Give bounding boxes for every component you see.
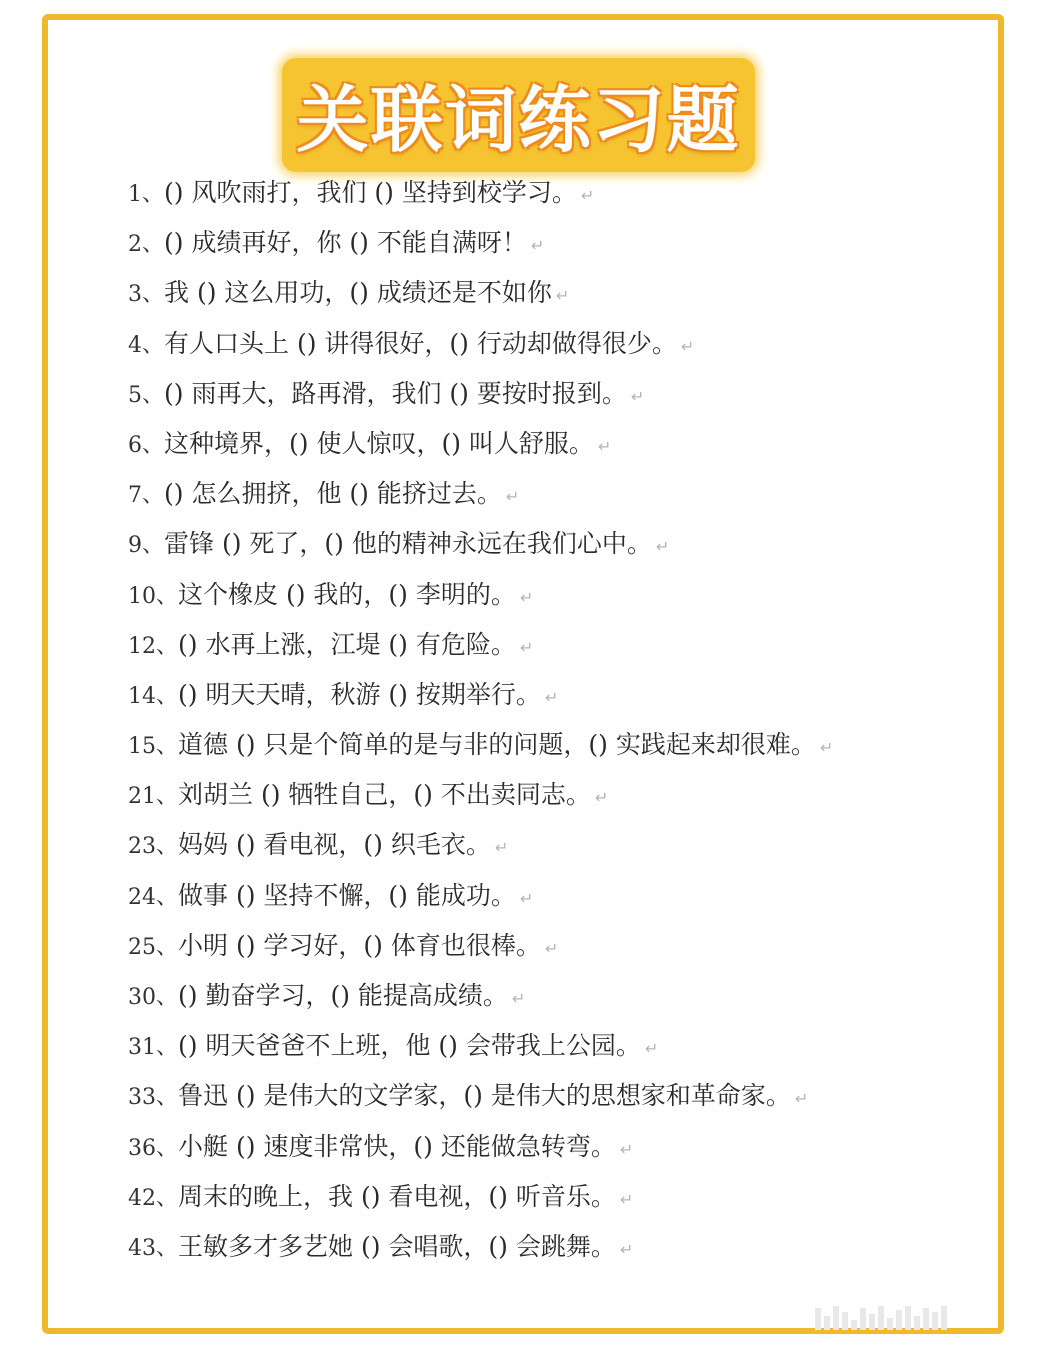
exercise-text: 我 () 这么用功，() 成绩还是不如你	[164, 278, 552, 308]
exercise-number: 1、	[128, 182, 164, 207]
paragraph-mark-icon: ↵	[680, 336, 695, 356]
exercise-item	[128, 1122, 833, 1172]
exercise-number: 21、	[128, 784, 178, 810]
exercise-number: 43、	[128, 1235, 178, 1261]
exercise-text: 这种境界，() 使人惊叹，() 叫人舒服。	[164, 428, 594, 458]
exercise-number: 4、	[128, 332, 164, 358]
exercise-item	[128, 620, 833, 670]
exercise-number: 15、	[128, 734, 178, 760]
exercise-item	[128, 419, 833, 469]
exercise-item	[128, 921, 833, 971]
paragraph-mark-icon: ↵	[630, 386, 645, 406]
exercise-item	[128, 1172, 833, 1222]
exercise-item	[128, 1222, 833, 1272]
exercise-text: () 成绩再好，你 () 不能自满呀！	[164, 228, 527, 258]
paragraph-mark-icon: ↵	[519, 637, 534, 657]
exercise-item	[128, 519, 833, 569]
exercise-text: 小明 () 学习好，() 体育也很棒。	[178, 930, 541, 960]
paragraph-mark-icon: ↵	[494, 838, 509, 858]
exercise-number: 24、	[128, 884, 178, 910]
title-banner	[0, 58, 1037, 172]
exercise-item	[128, 218, 833, 268]
paragraph-mark-icon: ↵	[619, 1139, 634, 1159]
paragraph-mark-icon: ↵	[655, 537, 670, 557]
paragraph-mark-icon: ↵	[511, 989, 526, 1008]
exercise-text: 这个橡皮 () 我的，() 李明的。	[178, 579, 516, 609]
exercise-number: 33、	[128, 1085, 178, 1111]
paragraph-mark-icon: ↵	[544, 687, 559, 707]
exercise-text: () 明天爸爸不上班，他 () 会带我上公园。	[178, 1031, 641, 1061]
paragraph-mark-icon: ↵	[505, 487, 520, 507]
exercise-item	[128, 871, 833, 921]
page-title: 关联词练习题	[282, 58, 754, 172]
exercise-text: 周末的晚上，我 () 看电视，() 听音乐。	[178, 1181, 616, 1211]
exercise-number: 42、	[128, 1185, 178, 1211]
exercise-number: 6、	[128, 432, 164, 458]
paragraph-mark-icon: ↵	[819, 738, 834, 758]
exercise-text: () 明天天晴，秋游 () 按期举行。	[178, 679, 541, 709]
exercise-number: 14、	[128, 683, 178, 709]
exercise-number: 2、	[128, 232, 164, 258]
exercise-text: 妈妈 () 看电视，() 织毛衣。	[178, 830, 491, 860]
paragraph-mark-icon: ↵	[544, 938, 559, 958]
exercise-text: 王敏多才多艺她 () 会唱歌，() 会跳舞。	[178, 1231, 616, 1261]
paragraph-mark-icon: ↵	[794, 1089, 809, 1109]
exercise-text: () 怎么拥挤，他 () 能挤过去。	[164, 479, 502, 509]
exercise-item	[128, 168, 833, 218]
paragraph-mark-icon: ↵	[555, 286, 570, 306]
exercise-item	[128, 770, 833, 820]
exercise-list	[128, 168, 833, 1272]
exercise-item	[128, 570, 833, 620]
exercise-text: () 雨再大，路再滑，我们 () 要按时报到。	[164, 378, 627, 408]
exercise-text: 刘胡兰 () 牺牲自己，() 不出卖同志。	[178, 780, 591, 810]
paragraph-mark-icon: ↵	[594, 788, 609, 808]
paragraph-mark-icon: ↵	[530, 236, 545, 256]
exercise-number: 5、	[128, 382, 164, 408]
exercise-number: 31、	[128, 1035, 178, 1061]
exercise-item	[128, 1071, 833, 1121]
exercise-text: 小艇 () 速度非常快，() 还能做急转弯。	[178, 1131, 616, 1161]
paragraph-mark-icon: ↵	[580, 186, 595, 205]
exercise-item	[128, 1021, 833, 1071]
exercise-text: () 勤奋学习，() 能提高成绩。	[178, 981, 508, 1010]
exercise-text: 有人口头上 () 讲得很好，() 行动却做得很少。	[164, 328, 677, 358]
paragraph-mark-icon: ↵	[519, 587, 534, 607]
paragraph-mark-icon: ↵	[619, 1189, 634, 1209]
exercise-text: 做事 () 坚持不懈，() 能成功。	[178, 880, 516, 910]
watermark	[815, 1304, 1015, 1330]
exercise-text: 雷锋 () 死了，() 他的精神永远在我们心中。	[164, 529, 652, 559]
exercise-number: 10、	[128, 583, 178, 609]
exercise-item	[128, 268, 833, 318]
exercise-text: 鲁迅 () 是伟大的文学家，() 是伟大的思想家和革命家。	[178, 1081, 791, 1111]
exercise-number: 36、	[128, 1135, 178, 1161]
exercise-number: 23、	[128, 834, 178, 860]
exercise-item	[128, 319, 833, 369]
exercise-number: 12、	[128, 633, 178, 659]
paragraph-mark-icon: ↵	[519, 888, 534, 908]
exercise-number: 30、	[128, 985, 178, 1010]
exercise-item	[128, 971, 833, 1021]
exercise-text: () 风吹雨打，我们 () 坚持到校学习。	[164, 178, 577, 207]
exercise-item	[128, 469, 833, 519]
exercise-text: 道德 () 只是个简单的是与非的问题，() 实践起来却很难。	[178, 730, 816, 760]
exercise-number: 7、	[128, 483, 164, 509]
exercise-item	[128, 820, 833, 870]
exercise-number: 3、	[128, 282, 164, 308]
paragraph-mark-icon: ↵	[644, 1039, 659, 1059]
exercise-number: 9、	[128, 533, 164, 559]
paragraph-mark-icon: ↵	[597, 436, 612, 456]
exercise-item	[128, 670, 833, 720]
exercise-item	[128, 369, 833, 419]
exercise-number: 25、	[128, 934, 178, 960]
exercise-text: () 水再上涨，江堤 () 有危险。	[178, 629, 516, 659]
paragraph-mark-icon: ↵	[619, 1239, 634, 1259]
exercise-item	[128, 720, 833, 770]
